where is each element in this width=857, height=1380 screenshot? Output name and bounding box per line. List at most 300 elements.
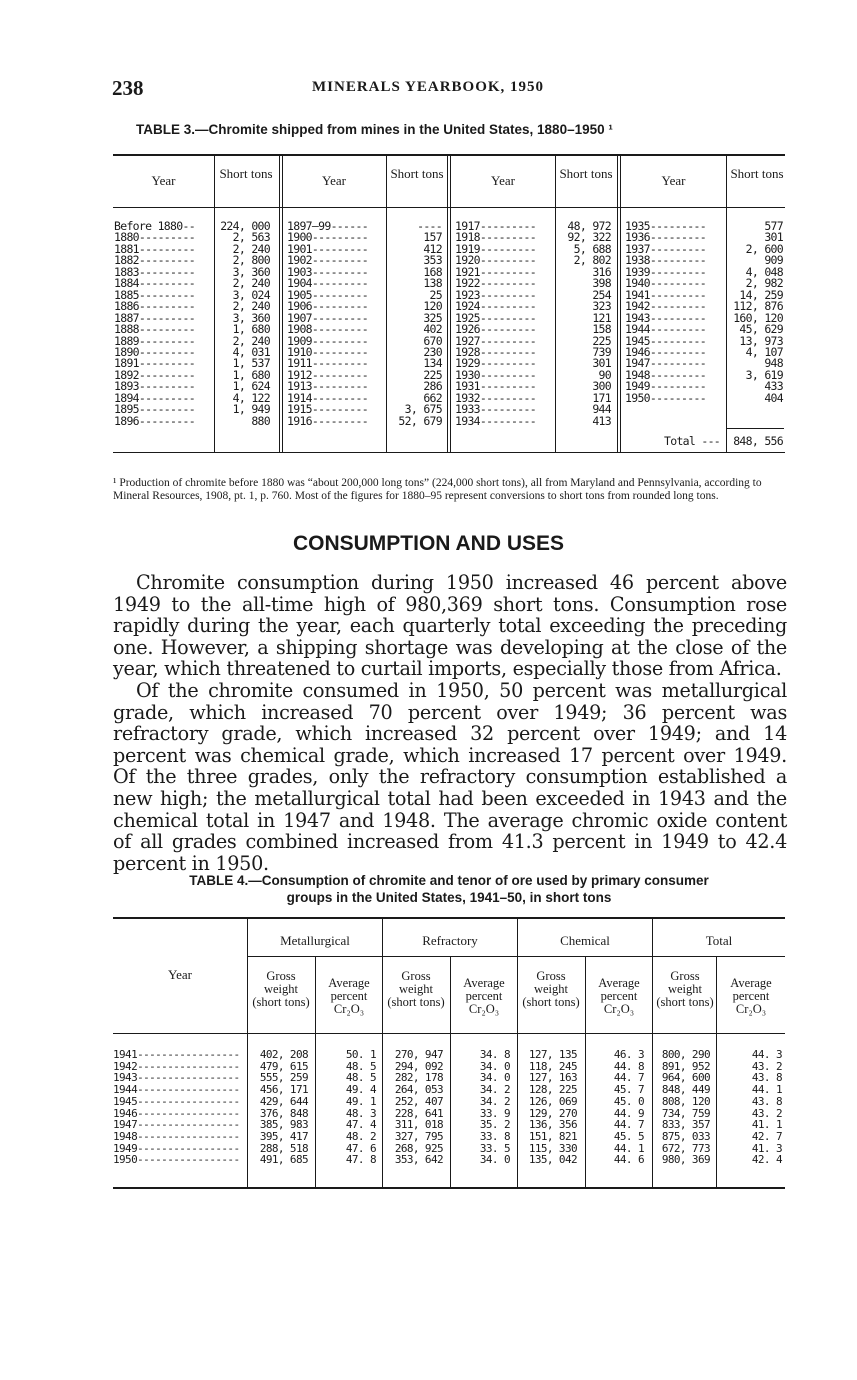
- cell-value: 128, 225: [528, 1083, 577, 1097]
- leader-dots: ---------: [138, 402, 195, 417]
- cell-value: 1947: [625, 356, 650, 371]
- cell-value: 44. 8: [613, 1059, 644, 1073]
- leader-dots: ---------: [479, 299, 536, 314]
- table3-divider: [214, 156, 215, 452]
- cell-value: 1883: [114, 264, 139, 279]
- cell-value: 327, 795: [394, 1129, 443, 1143]
- cell-value: 1881: [114, 241, 139, 256]
- table4-divider: [716, 957, 717, 1187]
- cell-value: 171: [592, 390, 611, 405]
- table3-col-short: Short tons: [730, 166, 784, 181]
- cell-value: 4, 122: [232, 390, 270, 405]
- cell-value: 1, 537: [232, 356, 270, 371]
- cell-value: 42. 4: [751, 1153, 782, 1167]
- cell-value: 49. 1: [345, 1094, 376, 1108]
- table4-met-avg-column: [318, 1049, 376, 1166]
- cell-value: 44. 7: [613, 1118, 644, 1132]
- leader-dots: ---------: [138, 264, 195, 279]
- cell-value: 1943: [625, 310, 650, 325]
- table-cell: [588, 1154, 644, 1166]
- section-heading: CONSUMPTION AND USES: [292, 532, 565, 555]
- cell-value: 1, 680: [232, 322, 270, 337]
- cell-value: 1942: [113, 1059, 138, 1073]
- cell-value: 33. 5: [479, 1141, 510, 1155]
- table4-divider: [382, 919, 383, 1187]
- cell-value: 1891: [114, 356, 139, 371]
- table-cell: [318, 1154, 376, 1166]
- leader-dots: ---------: [311, 276, 368, 291]
- cell-value: 1942: [625, 299, 650, 314]
- table4-ref-gross-column: [385, 1049, 443, 1166]
- cell-value: 1, 949: [232, 402, 270, 417]
- table3-col-short: Short tons: [559, 166, 613, 181]
- cell-value: 225: [592, 333, 611, 348]
- cell-value: 92, 322: [567, 230, 611, 245]
- table3-year-column: [114, 221, 195, 427]
- table4-tot-avg-column: [719, 1049, 782, 1166]
- cell-value: 402, 208: [259, 1048, 308, 1061]
- leader-dots: ---------: [649, 322, 706, 337]
- table4-divider: [585, 957, 586, 1187]
- cell-value: 13, 973: [739, 333, 783, 348]
- table4-sub-gross: Gross weight (short tons): [656, 969, 714, 1009]
- table4-group-total: Total: [705, 933, 733, 948]
- leader-dots: ---------: [138, 253, 195, 268]
- cell-value: 120: [423, 299, 442, 314]
- cell-value: 270, 947: [394, 1048, 443, 1061]
- table4-sub-gross: Gross weight (short tons): [387, 969, 445, 1009]
- cell-value: 118, 245: [528, 1059, 577, 1073]
- leader-dots: ---------: [138, 230, 195, 245]
- table3-value-column: [556, 221, 611, 427]
- cell-value: ----: [417, 219, 442, 233]
- cell-value: 3, 360: [232, 310, 270, 325]
- cell-value: 45. 5: [613, 1129, 644, 1143]
- cell-value: 1921: [455, 264, 480, 279]
- cell-value: 353, 642: [394, 1153, 443, 1167]
- cell-value: 1941: [625, 287, 650, 302]
- cell-value: 50. 1: [345, 1048, 376, 1061]
- leader-dots: ---------: [649, 379, 706, 394]
- table3-divider: [617, 156, 618, 452]
- cell-value: 1889: [114, 333, 139, 348]
- leader-dots: ---------: [138, 379, 195, 394]
- leader-dots: ---------: [649, 344, 706, 359]
- cell-value: 1910: [287, 344, 312, 359]
- table-cell: [452, 1154, 510, 1166]
- leader-dots: ---------: [138, 367, 195, 382]
- table3-divider: [726, 156, 727, 452]
- table4-divider: [247, 919, 248, 1187]
- table4-caption: [113, 872, 785, 906]
- cell-value: 44. 7: [613, 1071, 644, 1085]
- leader-dots: ---------: [649, 253, 706, 268]
- cell-value: 1895: [114, 402, 139, 417]
- leader-dots: ---------: [479, 390, 536, 405]
- cell-value: 44. 6: [613, 1153, 644, 1167]
- table3-col-year: Year: [151, 173, 176, 188]
- leader-dots: ---------: [311, 241, 368, 256]
- leader-dots: -----------------: [137, 1153, 240, 1167]
- cell-value: 41. 1: [751, 1118, 782, 1132]
- leader-dots: ---------: [649, 333, 706, 348]
- leader-dots: ---------: [311, 322, 368, 337]
- cell-value: 3, 619: [745, 367, 783, 382]
- cell-value: 1914: [287, 390, 312, 405]
- leader-dots: ---------: [479, 276, 536, 291]
- table-cell: [625, 390, 706, 405]
- cell-value: 1937: [625, 241, 650, 256]
- cell-value: 264, 053: [394, 1083, 443, 1097]
- leader-dots: ---------: [138, 344, 195, 359]
- table4-group-chemical: Chemical: [560, 933, 610, 948]
- cell-value: 385, 983: [259, 1118, 308, 1132]
- page-number: 238: [112, 76, 144, 100]
- leader-dots: -----------------: [137, 1071, 240, 1085]
- leader-dots: ---------: [479, 241, 536, 256]
- table3-divider: [279, 156, 280, 452]
- leader-dots: ---------: [311, 402, 368, 417]
- cell-value: 413: [592, 413, 611, 428]
- leader-dots: ---------: [479, 322, 536, 337]
- cell-value: 115, 330: [528, 1141, 577, 1155]
- cell-value: 168: [423, 264, 442, 279]
- cell-value: 1947: [113, 1118, 138, 1132]
- cell-value: 126, 069: [528, 1094, 577, 1108]
- table4-divider: [517, 919, 518, 1187]
- leader-dots: ---------: [649, 310, 706, 325]
- leader-dots: ---------: [138, 299, 195, 314]
- cell-value: 1915: [287, 402, 312, 417]
- cell-value: 127, 135: [528, 1048, 577, 1061]
- cell-value: 1902: [287, 253, 312, 268]
- table4-sub-avg: Average percent Cr₂O₃: [598, 976, 640, 1016]
- leader-dots: ---------: [311, 356, 368, 371]
- cell-value: 3, 024: [232, 287, 270, 302]
- table-cell: [216, 413, 270, 428]
- leader-dots: ---------: [479, 402, 536, 417]
- cell-value: 288, 518: [259, 1141, 308, 1155]
- cell-value: 1923: [455, 287, 480, 302]
- cell-value: 1945: [625, 333, 650, 348]
- cell-value: 268, 925: [394, 1141, 443, 1155]
- cell-value: 429, 644: [259, 1094, 308, 1108]
- cell-value: 45. 7: [613, 1083, 644, 1097]
- cell-value: 1922: [455, 276, 480, 291]
- cell-value: 1930: [455, 367, 480, 382]
- leader-dots: ---------: [311, 299, 368, 314]
- cell-value: 1943: [113, 1071, 138, 1085]
- cell-value: 1945: [113, 1094, 138, 1108]
- table4-tot-gross-column: [655, 1049, 710, 1166]
- cell-value: 43. 8: [751, 1071, 782, 1085]
- cell-value: 1913: [287, 379, 312, 394]
- table-cell: [655, 1154, 710, 1166]
- cell-value: 44. 9: [613, 1106, 644, 1120]
- table3-total-rule: [727, 428, 784, 429]
- cell-value: 325: [423, 310, 442, 325]
- table4-year-column: [113, 1049, 239, 1166]
- leader-dots: ---------: [649, 287, 706, 302]
- cell-value: 2, 240: [232, 276, 270, 291]
- cell-value: 402: [423, 322, 442, 337]
- cell-value: 398: [592, 276, 611, 291]
- table4-caption-line2: groups in the United States, 1941–50, in short tons: [286, 890, 612, 905]
- body-paragraph: Chromite consumption during 1950 increased 46 percent above 1949 to the all-time high of 980,369 short tons. Consumption rose rapidly during the year, each quarterly total exceeding the preceding one. However, a shipping shortage was developing at the close of the year, which threatened to curtail imports, especially those from Africa.: [113, 571, 787, 681]
- cell-value: 323: [592, 299, 611, 314]
- leader-dots: ---------: [649, 219, 706, 233]
- cell-value: 311, 018: [394, 1118, 443, 1132]
- table3-value-column: [216, 221, 270, 427]
- cell-value: 672, 773: [661, 1141, 710, 1155]
- table4-bottom-rule: [113, 1187, 785, 1189]
- cell-value: 1919: [455, 241, 480, 256]
- table3-col-short: Short tons: [219, 166, 273, 181]
- cell-value: 46. 3: [613, 1048, 644, 1061]
- cell-value: 1908: [287, 322, 312, 337]
- cell-value: Before 1880: [114, 219, 183, 233]
- cell-value: 964, 600: [661, 1071, 710, 1085]
- cell-value: 44. 1: [613, 1141, 644, 1155]
- table4-group-metallurgical: Metallurgical: [280, 933, 350, 948]
- table3-divider: [447, 156, 448, 452]
- cell-value: 1950: [113, 1153, 138, 1167]
- cell-value: 25: [429, 287, 442, 302]
- cell-value: 739: [592, 344, 611, 359]
- cell-value: 2, 802: [573, 253, 611, 268]
- cell-value: 112, 876: [733, 299, 783, 314]
- cell-value: 479, 615: [259, 1059, 308, 1073]
- cell-value: 1944: [113, 1083, 138, 1097]
- cell-value: 294, 092: [394, 1059, 443, 1073]
- cell-value: 1926: [455, 322, 480, 337]
- cell-value: 136, 356: [528, 1118, 577, 1132]
- cell-value: 90: [598, 367, 611, 382]
- cell-value: 127, 163: [528, 1071, 577, 1085]
- leader-dots: ---------: [479, 344, 536, 359]
- cell-value: 1918: [455, 230, 480, 245]
- cell-value: 48. 3: [345, 1106, 376, 1120]
- table-cell: [287, 413, 368, 428]
- cell-value: 1935: [625, 219, 650, 233]
- cell-value: 1896: [114, 413, 139, 428]
- cell-value: 456, 171: [259, 1083, 308, 1097]
- cell-value: 1885: [114, 287, 139, 302]
- cell-value: 1903: [287, 264, 312, 279]
- cell-value: 1928: [455, 344, 480, 359]
- table3-divider: [386, 156, 387, 452]
- cell-value: 4, 048: [745, 264, 783, 279]
- cell-value: 134: [423, 356, 442, 371]
- cell-value: 1901: [287, 241, 312, 256]
- leader-dots: -----------------: [137, 1059, 240, 1073]
- leader-dots: ---------: [479, 230, 536, 245]
- table4-top-rule: [113, 917, 785, 919]
- cell-value: 1925: [455, 310, 480, 325]
- body-paragraph: Of the chromite consumed in 1950, 50 percent was metallurgical grade, which increased 70 percent over 1949; 36 percent was refractory grade, which increased 32 percent over 1949; and 14 percent was chemical grade, which increased 17 percent over 1949. Of the three grades, only the refractory consumption established a new high; the metallurgical total had been exceeded in 1943 and the chemical total in 1947 and 1948. The average chromic oxide content of all grades combined increased from 41.3 percent in 1949 to 42.4 percent in 1950.: [113, 679, 787, 875]
- table4-sub-gross: Gross weight (short tons): [522, 969, 580, 1009]
- cell-value: 1909: [287, 333, 312, 348]
- cell-value: 4, 107: [745, 344, 783, 359]
- leader-dots: ---------: [649, 264, 706, 279]
- cell-value: 1890: [114, 344, 139, 359]
- cell-value: 48. 5: [345, 1059, 376, 1073]
- cell-value: 230: [423, 344, 442, 359]
- cell-value: 42. 7: [751, 1129, 782, 1143]
- leader-dots: ---------: [479, 310, 536, 325]
- table-cell: [250, 1154, 308, 1166]
- cell-value: 404: [764, 390, 783, 405]
- cell-value: 944: [592, 402, 611, 417]
- cell-value: 252, 407: [394, 1094, 443, 1108]
- cell-value: 47. 8: [345, 1153, 376, 1167]
- cell-value: 1880: [114, 230, 139, 245]
- leader-dots: ---------: [311, 390, 368, 405]
- leader-dots: ---------: [311, 344, 368, 359]
- cell-value: 662: [423, 390, 442, 405]
- cell-value: 1905: [287, 287, 312, 302]
- leader-dots: ---------: [479, 413, 536, 428]
- leader-dots: ---------: [649, 356, 706, 371]
- cell-value: 47. 4: [345, 1118, 376, 1132]
- table4-sub-avg: Average percent Cr₂O₃: [463, 976, 505, 1016]
- cell-value: 44. 3: [751, 1048, 782, 1061]
- leader-dots: ---------: [479, 333, 536, 348]
- cell-value: 45, 629: [739, 322, 783, 337]
- cell-value: 1939: [625, 264, 650, 279]
- cell-value: 891, 952: [661, 1059, 710, 1073]
- cell-value: 1949: [625, 379, 650, 394]
- cell-value: 1950: [625, 390, 650, 405]
- leader-dots: ---------: [479, 264, 536, 279]
- cell-value: 1887: [114, 310, 139, 325]
- cell-value: 301: [592, 356, 611, 371]
- table3-total-label-text: Total: [664, 434, 696, 448]
- cell-value: 412: [423, 241, 442, 256]
- table4-sub-avg: Average percent Cr₂O₃: [328, 976, 370, 1016]
- cell-value: 1907: [287, 310, 312, 325]
- table4-divider: [315, 957, 316, 1187]
- cell-value: 228, 641: [394, 1106, 443, 1120]
- leader-dots: ---------: [311, 287, 368, 302]
- cell-value: 2, 982: [745, 276, 783, 291]
- cell-value: 1931: [455, 379, 480, 394]
- running-title: MINERALS YEARBOOK, 1950: [312, 79, 545, 95]
- cell-value: 160, 120: [733, 310, 783, 325]
- leader-dots: ---------: [311, 230, 368, 245]
- table3-caption: TABLE 3.—Chromite shipped from mines in the United States, 1880–1950 ¹: [136, 122, 613, 137]
- cell-value: 151, 821: [528, 1129, 577, 1143]
- cell-value: 1912: [287, 367, 312, 382]
- cell-value: 353: [423, 253, 442, 268]
- table3-year-column: [625, 221, 706, 404]
- table4-caption-line1: TABLE 4.—Consumption of chromite and tenor of ore used by primary consumer: [189, 873, 709, 888]
- table4-chem-avg-column: [588, 1049, 644, 1166]
- cell-value: 1884: [114, 276, 139, 291]
- table3-year-column: [287, 221, 368, 427]
- cell-value: 491, 685: [259, 1153, 308, 1167]
- leader-dots: ---------: [479, 356, 536, 371]
- cell-value: 286: [423, 379, 442, 394]
- leader-dots: ---------: [311, 310, 368, 325]
- cell-value: 1946: [113, 1106, 138, 1120]
- table4-group-refractory: Refractory: [422, 933, 478, 948]
- cell-value: 129, 270: [528, 1106, 577, 1120]
- table-cell: [719, 1154, 782, 1166]
- cell-value: 300: [592, 379, 611, 394]
- cell-value: 1904: [287, 276, 312, 291]
- cell-value: 1897–99: [287, 219, 331, 233]
- cell-value: 34. 0: [479, 1059, 510, 1073]
- cell-value: 43. 2: [751, 1106, 782, 1120]
- table4-ref-avg-column: [452, 1049, 510, 1166]
- leader-dots: ---------: [138, 413, 195, 428]
- leader-dots: ---------: [649, 390, 706, 405]
- cell-value: 52, 679: [398, 413, 442, 428]
- leader-dots: ---------: [479, 367, 536, 382]
- cell-value: 980, 369: [661, 1153, 710, 1167]
- cell-value: 33. 8: [479, 1129, 510, 1143]
- cell-value: 14, 259: [739, 287, 783, 302]
- cell-value: 44. 1: [751, 1083, 782, 1097]
- table3-col-year: Year: [491, 173, 515, 188]
- leader-dots: ---------: [649, 241, 706, 256]
- cell-value: 41. 3: [751, 1141, 782, 1155]
- cell-value: 138: [423, 276, 442, 291]
- leader-dots: ---------: [138, 287, 195, 302]
- cell-value: 2, 600: [745, 241, 783, 256]
- cell-value: 1946: [625, 344, 650, 359]
- table3-total-label: Total ---: [664, 434, 721, 448]
- cell-value: 2, 240: [232, 299, 270, 314]
- table3-value-column: [388, 221, 442, 427]
- cell-value: 34. 2: [479, 1094, 510, 1108]
- leader-dots: -----------------: [137, 1118, 240, 1132]
- cell-value: 158: [592, 322, 611, 337]
- table3-bottom-rule: [113, 452, 785, 453]
- table4-sub-gross: Gross weight (short tons): [252, 969, 310, 1009]
- cell-value: 33. 9: [479, 1106, 510, 1120]
- leader-dots: ---------: [649, 230, 706, 245]
- cell-value: 433: [764, 379, 783, 394]
- cell-value: 1938: [625, 253, 650, 268]
- leader-dots: -----------------: [137, 1106, 240, 1120]
- table3-divider: [450, 156, 451, 452]
- cell-value: 1949: [113, 1141, 138, 1155]
- table4-sub-avg: Average percent Cr₂O₃: [730, 976, 772, 1016]
- cell-value: 3, 675: [404, 402, 442, 417]
- leader-dots: ---------: [138, 356, 195, 371]
- leader-dots: ---------: [311, 253, 368, 268]
- cell-value: 1888: [114, 322, 139, 337]
- cell-value: 1893: [114, 379, 139, 394]
- leader-dots: ---------: [138, 322, 195, 337]
- leader-dots: --: [182, 219, 195, 233]
- leader-dots: ---------: [479, 379, 536, 394]
- cell-value: 1906: [287, 299, 312, 314]
- cell-value: 1924: [455, 299, 480, 314]
- cell-value: 49. 4: [345, 1083, 376, 1097]
- leader-dots: ---------: [479, 219, 536, 233]
- cell-value: 848, 449: [661, 1083, 710, 1097]
- cell-value: 1886: [114, 299, 139, 314]
- cell-value: 1934: [455, 413, 480, 428]
- table3-col-year: Year: [661, 173, 686, 188]
- table3-col-year: Year: [322, 173, 346, 188]
- cell-value: 157: [423, 230, 442, 245]
- table3-value-column: [728, 221, 783, 404]
- cell-value: 135, 042: [528, 1153, 577, 1167]
